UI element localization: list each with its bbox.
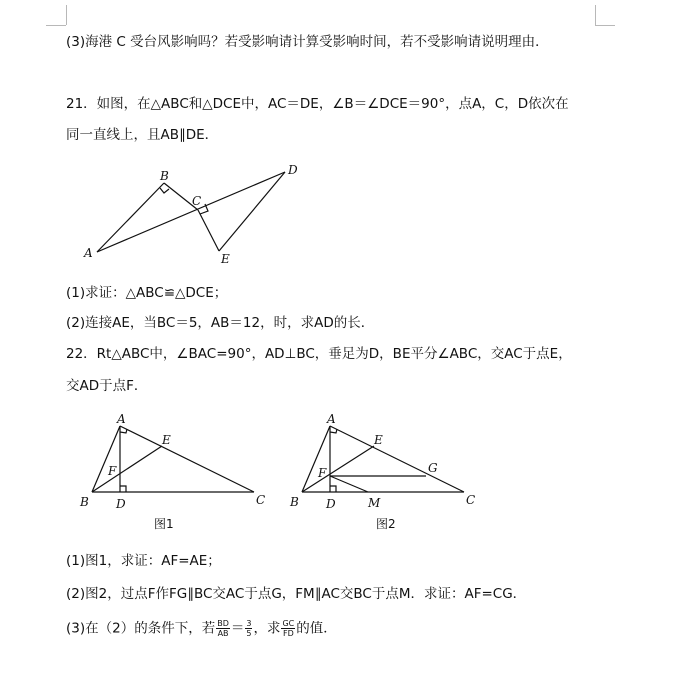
- label-b: B: [290, 495, 299, 509]
- q21-part1: (1)求证：△ABC≌△DCE；: [66, 285, 228, 301]
- margin-mark-left-h: [46, 25, 66, 26]
- right-angle-d: [330, 486, 336, 492]
- label-b: B: [160, 169, 169, 183]
- segment-ce: [198, 210, 219, 251]
- label-f: F: [108, 464, 117, 478]
- q21-stem-cont: 同一直线上，且AB∥DE．: [66, 127, 219, 143]
- label-c: C: [192, 194, 202, 208]
- label-e: E: [162, 433, 171, 447]
- segment-be: [302, 446, 374, 492]
- margin-mark-right: [595, 5, 596, 25]
- label-f: F: [318, 466, 327, 480]
- q20-part3: (3)海港 C 受台风影响吗？若受影响请计算受影响时间，若不受影响请说明理由．: [66, 34, 549, 50]
- label-a: A: [84, 246, 93, 260]
- right-angle-a: [120, 429, 127, 433]
- right-angle-b: [160, 188, 169, 193]
- fraction-numerator: BD: [217, 619, 229, 628]
- label-d: D: [326, 497, 336, 511]
- q22-part3-post: 的值．: [296, 620, 337, 637]
- fraction-numerator: GC: [282, 619, 295, 628]
- right-angle-d: [120, 486, 126, 492]
- fraction-three-fifths: [245, 619, 252, 638]
- label-c: C: [256, 493, 266, 507]
- fraction-bd-ab: [216, 619, 230, 638]
- label-d: D: [288, 163, 298, 177]
- label-e: E: [221, 252, 230, 266]
- right-angle-a: [330, 429, 337, 433]
- fraction-denominator: 5: [246, 629, 252, 638]
- segment-ad: [97, 172, 285, 252]
- label-a: A: [117, 412, 126, 426]
- q22-stem: 22．Rt△ABC中，∠BAC=90°，AD⊥BC，垂足为D，BE平分∠ABC，交AC于点E，: [66, 346, 572, 362]
- q22-part3: [66, 619, 337, 638]
- q22-part3-mid: ，求: [253, 620, 281, 637]
- fraction-numerator: 3: [246, 619, 252, 628]
- fraction-denominator: AB: [217, 629, 229, 638]
- label-e: E: [374, 433, 383, 447]
- label-c: C: [466, 493, 476, 507]
- segment-de: [219, 172, 285, 251]
- q22-part2: (2)图2，过点F作FG∥BC交AC于点G，FM∥AC交BC于点M．求证：AF=CG．: [66, 586, 527, 602]
- q22-part3-pre: (3)在（2）的条件下，若: [66, 620, 216, 637]
- caption-fig2: 图2: [376, 517, 396, 531]
- label-m: M: [368, 496, 381, 510]
- label-b: B: [80, 495, 89, 509]
- fraction-denominator: FD: [282, 629, 294, 638]
- segment-ac: [330, 426, 464, 492]
- margin-mark-left: [66, 5, 67, 25]
- q22-stem-cont: 交AD于点F．: [66, 378, 148, 394]
- segment-be: [92, 446, 162, 492]
- segment-ab: [97, 183, 164, 252]
- label-a: A: [327, 412, 336, 426]
- margin-mark-right-h: [595, 25, 615, 26]
- caption-fig1: 图1: [154, 517, 174, 531]
- q21-stem: 21．如图，在△ABC和△DCE中，AC＝DE，∠B＝∠DCE＝90°，点A，C，D依次在: [66, 96, 569, 112]
- segment-ac: [120, 426, 254, 492]
- figure-2: [286, 408, 486, 538]
- segment-ab: [302, 426, 330, 492]
- q22-part1: (1)图1，求证：AF=AE；: [66, 553, 221, 569]
- label-d: D: [116, 497, 126, 511]
- figure-q21: [80, 160, 310, 270]
- figure-1: [74, 408, 274, 538]
- fraction-gc-fd: [281, 619, 295, 638]
- label-g: G: [428, 461, 438, 475]
- equals-sign: ＝: [230, 620, 245, 637]
- q21-part2: (2)连接AE，当BC＝5，AB＝12，时，求AD的长．: [66, 315, 375, 331]
